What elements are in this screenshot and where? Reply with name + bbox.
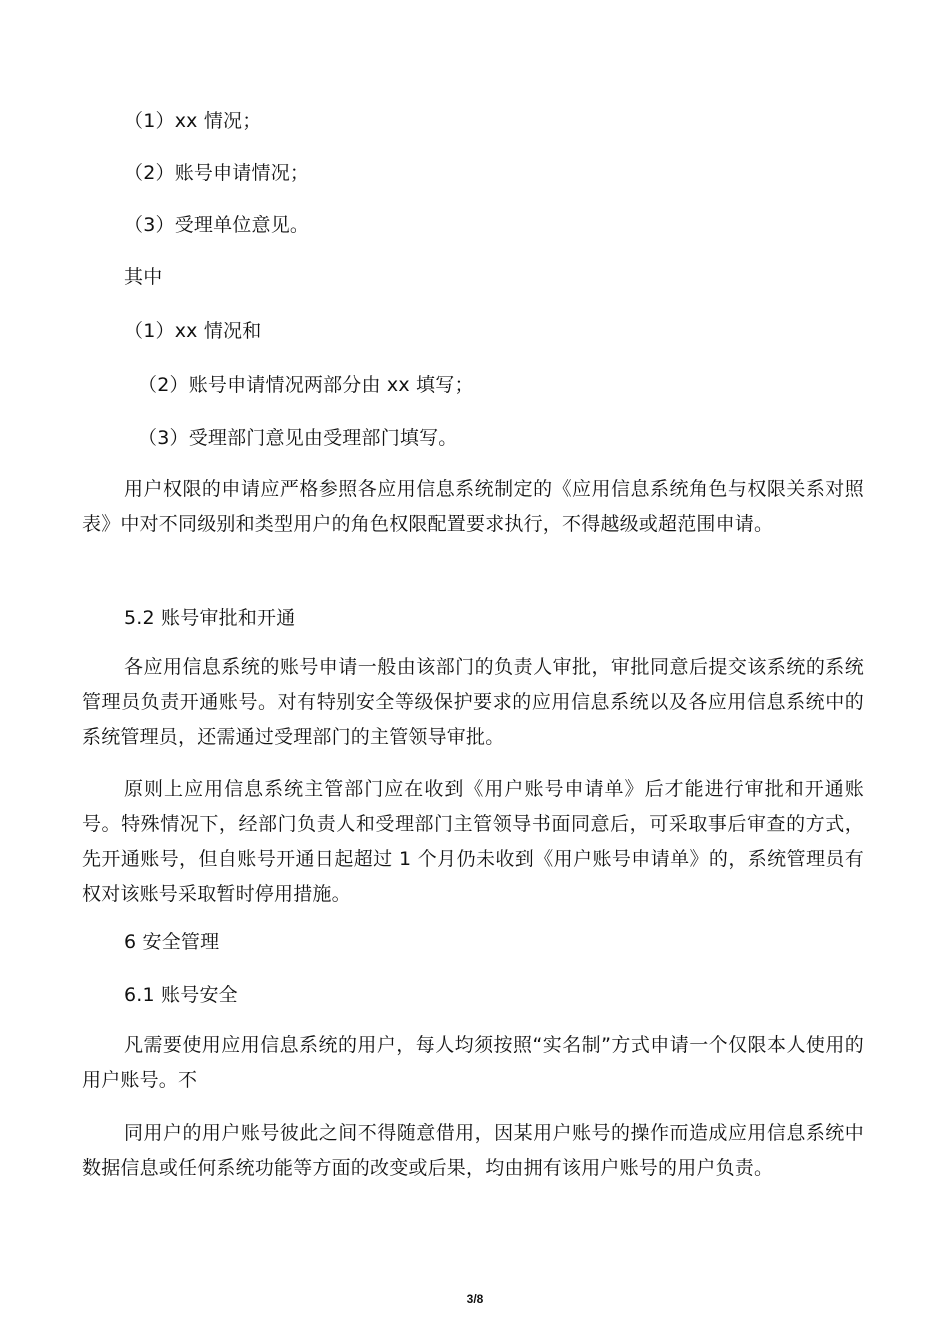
page-number: 3/8 (466, 1292, 484, 1306)
paragraph-approval: 各应用信息系统的账号申请一般由该部门的负责人审批，审批同意后提交该系统的系统管理员负责开通账号。对有特别安全等级保护要求的应用信息系统以及各应用信息系统中的系统管理员，还需通过受理部门的主管领导审批。 (82, 656, 864, 748)
qizhong-label: 其中 (124, 266, 163, 288)
list-item: （1）xx 情况和 (124, 320, 262, 342)
paragraph-principle: 原则上应用信息系统主管部门应在收到《用户账号申请单》后才能进行审批和开通账号。特殊情况下，经部门负责人和受理部门主管领导书面同意后，可采取事后审查的方式，先开通账号，但自账号开通日起超过 1 个月仍未收到《用户账号申请单》的，系统管理员有权对该账号采取暂时停用措施。 (82, 778, 864, 905)
list-item: （3）受理部门意见由受理部门填写。 (138, 427, 458, 449)
paragraph-permission: 用户权限的申请应严格参照各应用信息系统制定的《应用信息系统角色与权限关系对照表》中对不同级别和类型用户的角色权限配置要求执行，不得越级或超范围申请。 (82, 478, 864, 535)
section-heading-6: 6 安全管理 (124, 931, 220, 953)
paragraph-realname: 凡需要使用应用信息系统的用户，每人均须按照“实名制”方式申请一个仅限本人使用的用户账号。不 (82, 1034, 864, 1091)
list-item: （2）账号申请情况两部分由 xx 填写； (138, 374, 474, 396)
paragraph-borrow: 同用户的用户账号彼此之间不得随意借用，因某用户账号的操作而造成应用信息系统中数据信息或任何系统功能等方面的改变或后果，均由拥有该用户账号的用户负责。 (82, 1122, 864, 1179)
section-heading-5-2: 5.2 账号审批和开通 (124, 607, 296, 629)
list-item: （2）账号申请情况； (124, 162, 310, 184)
section-heading-6-1: 6.1 账号安全 (124, 984, 238, 1006)
list-item: （1）xx 情况； (124, 110, 262, 132)
list-item: （3）受理单位意见。 (124, 214, 310, 236)
